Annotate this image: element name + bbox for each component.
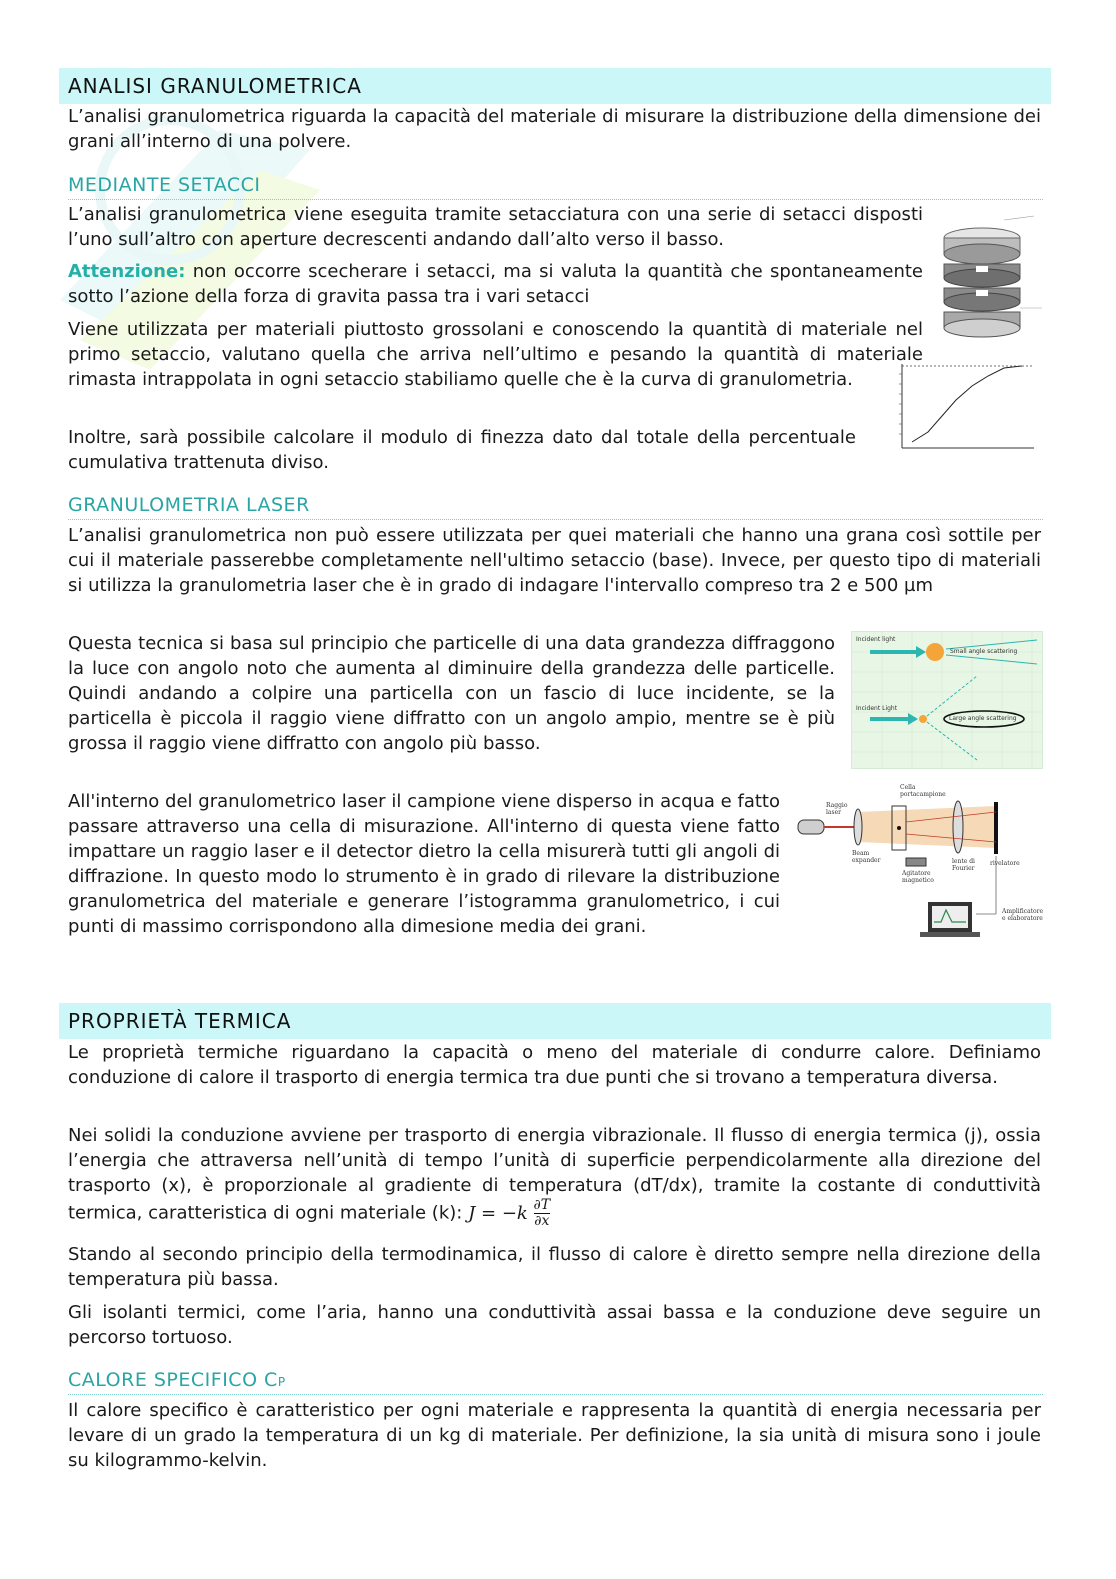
label-agitatore: Agitatore magnetico xyxy=(902,870,934,884)
label-lente: lente di Fourier xyxy=(952,858,975,872)
paragraph-termica-4: Gli isolanti termici, come l’aria, hanno una conduttività assai bassa e la conduzione deve seguire un percorso tortuoso. xyxy=(68,1302,1041,1348)
subheading-setacci: MEDIANTE SETACCI xyxy=(68,172,1043,200)
section-heading-termica: PROPRIETÀ TERMICA xyxy=(59,1003,1051,1039)
paragraph-laser-2: Questa tecnica si basa sul principio che particelle di una data grandezza diffraggono la luce con angolo noto che aumenta al diminuire della grandezza delle particelle. Quindi andando a colpire una particella con un fascio di luce incidente, se la particella è piccola il raggio viene diffratto con un angolo ampio, mentre se è più grossa il raggio viene diffratto con angolo più basso. xyxy=(68,633,835,754)
paragraph-termica-1: Le proprietà termiche riguardano la capacità o meno del materiale di condurre calore. Definiamo conduzione di calore il trasporto di energia termica tra due punti che si trovano a temperatura diversa. xyxy=(68,1042,1041,1088)
attention-label: Attenzione: xyxy=(68,261,186,282)
formula-conduction xyxy=(468,1197,551,1229)
paragraph-calore-1: Il calore specifico è caratteristico per ogni materiale e rappresenta la quantità di energia necessaria per levare di un grado la temperatura di un kg di materiale. Per definizione, la sia unità di misura sono i joule su kilogrammo-kelvin. xyxy=(68,1400,1041,1471)
label-cella: Cella portacampione xyxy=(900,784,946,798)
paragraph-laser-1: L’analisi granulometrica non può essere utilizzata per quei materiali che hanno una grana così sottile per cui il materiale passerebbe completamente nell'ultimo setaccio (base). Invece, per questo tipo di materiali si utilizza la granulometria laser che è in grado di indagare l'intervallo compreso tra 2 e 500 µm xyxy=(68,525,1041,596)
sieve-stack-figure xyxy=(934,208,1046,348)
label-raggio-laser: Raggio laser xyxy=(826,802,848,816)
label-small-angle: Small angle scattering xyxy=(950,648,1018,655)
label-amplificatore: Amplificatore e elaboratore xyxy=(1002,908,1044,922)
calore-title: CALORE SPECIFICO C xyxy=(68,1369,278,1391)
label-large-angle: Large angle scattering xyxy=(949,715,1017,722)
formula-fraction xyxy=(534,1198,551,1229)
label-incident-light-1: Incident light xyxy=(856,636,896,643)
laser-setup-figure xyxy=(796,782,1046,950)
subheading-laser: GRANULOMETRIA LASER xyxy=(68,492,1043,520)
calore-title-sub: P xyxy=(277,1375,286,1389)
formula-numerator: ∂T xyxy=(533,1197,551,1213)
scattering-figure xyxy=(851,631,1043,769)
paragraph-laser-3: All'interno del granulometrico laser il campione viene disperso in acqua e fatto passare attraverso una cella di misurazione. All'interno di questa viene fatto impattare un raggio laser e il detector dietro la cella misurerà tutti gli angoli di diffrazione. In questo modo lo strumento è in grado di rilevare la distribuzione granulometrica del materiale e generare l’istogramma granulometrico, i cui punti di massimo corrispondono alla dimesione media dei grani. xyxy=(68,791,780,937)
formula-denominator: ∂x xyxy=(534,1213,550,1229)
termica-p2-text: Nei solidi la conduzione avviene per trasporto di energia vibrazionale. Il flusso di energia termica (j), ossia l’energia che attraversa nell’unità di tempo l’unità di superficie perpendicolarmente alla direzione del trasporto (x), è proporzionale al gradiente di temperatura (dT/dx), tramite la costante di conduttività termica, caratteristica di ogni materiale (k): xyxy=(68,1125,1041,1224)
paragraph-analisi-intro: L’analisi granulometrica riguarda la capacità del materiale di misurare la distribuzione della dimensione dei grani all’interno di una polvere. xyxy=(68,106,1041,152)
label-incident-light-2: Incident Light xyxy=(856,705,898,712)
paragraph-termica-2 xyxy=(68,1123,1041,1229)
attention-text: non occorre scecherare i setacci, ma si valuta la quantità che spontaneamente sotto l’azione della forza di gravita passa tra i vari setacci xyxy=(68,261,923,307)
paragraph-setacci-4: Inoltre, sarà possibile calcolare il modulo di finezza dato dal totale della percentuale cumulativa trattenuta diviso. xyxy=(68,427,856,473)
granulometric-curve-chart xyxy=(872,356,1040,468)
paragraph-setacci-1: L’analisi granulometrica viene eseguita tramite setacciatura con una serie di setacci disposti l’uno sull’altro con aperture decrescenti andando dall’alto verso il basso. xyxy=(68,204,923,250)
paragraph-setacci-3: Viene utilizzata per materiali piuttosto grossolani e conoscendo la quantità di materiale nel primo setaccio, valutano quella che arriva nell’ultimo e pesando la quantità di materiale rimasta intrappolata in ogni setaccio stabiliamo quelle che è la curva di granulometria. xyxy=(68,319,923,390)
formula-lhs: J = −k xyxy=(468,1202,528,1224)
subheading-calore xyxy=(68,1367,1043,1395)
label-rivelatore: rivelatore xyxy=(990,860,1020,867)
paragraph-setacci-attention xyxy=(68,259,923,309)
paragraph-termica-3: Stando al secondo principio della termodinamica, il flusso di calore è diretto sempre nella direzione della temperatura più bassa. xyxy=(68,1244,1041,1290)
section-heading-analisi: ANALISI GRANULOMETRICA xyxy=(59,68,1051,104)
label-beam-expander: Beam expander xyxy=(852,850,881,864)
